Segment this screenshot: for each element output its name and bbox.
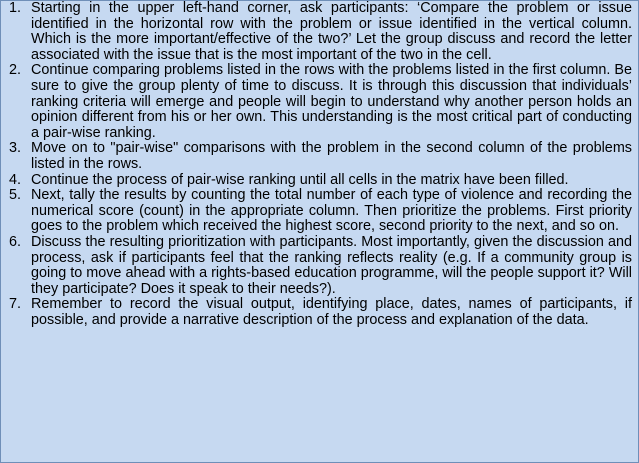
step-text: Continue the process of pair-wise ranking until all cells in the matrix have been filled. bbox=[31, 171, 569, 188]
step-number: 5. bbox=[9, 187, 22, 204]
step-text: Starting in the upper left-hand corner, ask participants: ‘Compare the problem or issue identified in the horizontal row with the problem or issue identified in the vertical column. Which is the more important/effective of the two?’ Let the group discuss and record the letter associated with the issue that is the most important of the two in the cell. bbox=[31, 0, 632, 63]
steps-list bbox=[1, 1, 638, 328]
step-item-2 bbox=[1, 63, 638, 141]
step-number: 2. bbox=[9, 62, 22, 79]
step-number: 6. bbox=[9, 233, 22, 250]
step-item-6 bbox=[1, 235, 638, 297]
step-item-4 bbox=[1, 173, 638, 189]
step-text: Continue comparing problems listed in the rows with the problems listed in the first column. Be sure to give the group plenty of time to discuss. It is through this discussion that individuals’ ranking criteria will emerge and people will begin to understand why another person holds an opinion different from his or her own. This understanding is the most critical part of conducting a pair-wise ranking. bbox=[31, 62, 632, 141]
step-number: 1. bbox=[9, 0, 22, 16]
step-number: 3. bbox=[9, 140, 22, 157]
step-item-3 bbox=[1, 141, 638, 172]
step-text: Discuss the resulting prioritization with participants. Most importantly, given the discussion and process, ask if participants feel that the ranking reflects reality (e.g. If a community group is going to move ahead with a rights-based education programme, will the people support it? Will they participate? Does it speak to their needs?). bbox=[31, 233, 632, 297]
step-item-7 bbox=[1, 297, 638, 328]
step-text: Move on to "pair-wise" comparisons with the problem in the second column of the problems listed in the rows. bbox=[31, 140, 632, 172]
step-text: Remember to record the visual output, identifying place, dates, names of participants, if possible, and provide a narrative description of the process and explanation of the data. bbox=[31, 296, 632, 328]
step-number: 7. bbox=[9, 296, 22, 313]
step-text: Next, tally the results by counting the total number of each type of violence and recording the numerical score (count) in the appropriate column. Then prioritize the problems. First priority goes to the problem which received the highest score, second priority to the next, and so on. bbox=[31, 187, 632, 235]
step-item-1 bbox=[1, 1, 638, 63]
step-item-5 bbox=[1, 188, 638, 235]
step-number: 4. bbox=[9, 171, 22, 188]
